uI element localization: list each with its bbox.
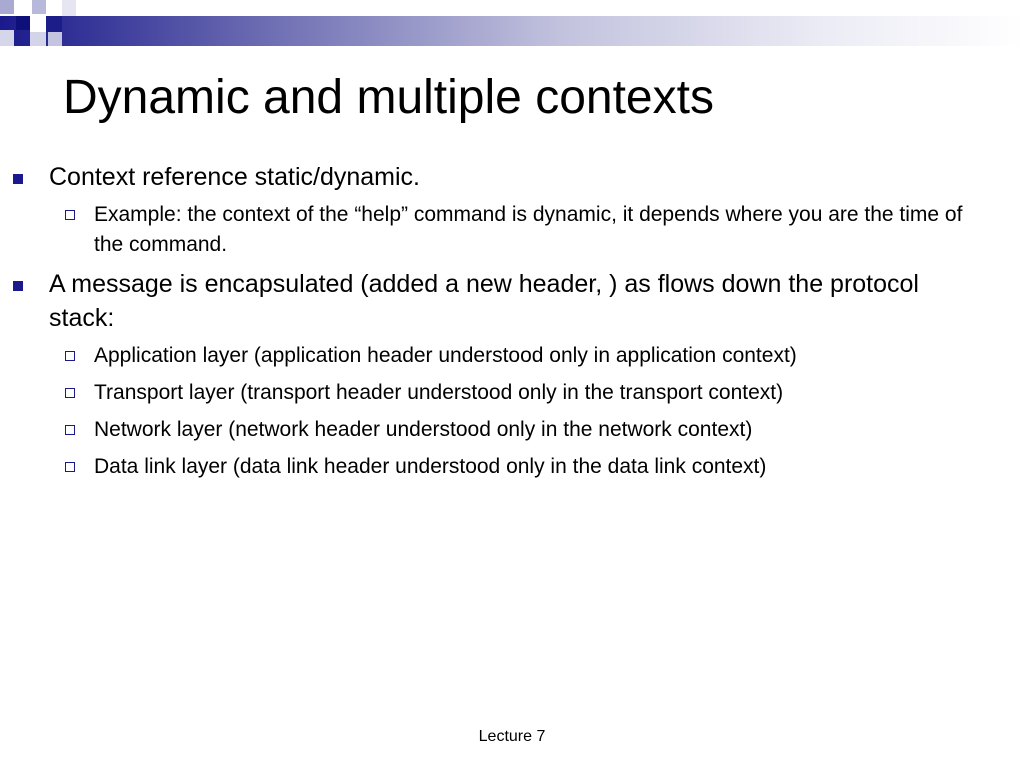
decor-square bbox=[0, 0, 14, 14]
decor-square bbox=[16, 16, 30, 30]
sub-bullet-text: Network layer (network header understood only in the network context) bbox=[94, 418, 753, 441]
hollow-square-bullet-icon bbox=[65, 210, 75, 220]
decor-square bbox=[46, 16, 62, 32]
sub-bullet-item bbox=[0, 378, 1024, 408]
hollow-square-bullet-icon bbox=[65, 351, 75, 361]
square-bullet-icon bbox=[13, 281, 23, 291]
decor-square bbox=[32, 0, 46, 14]
header-gradient-band bbox=[0, 16, 1024, 46]
sub-bullet-text: Transport layer (transport header understood only in the transport context) bbox=[94, 381, 784, 404]
slide-footer: Lecture 7 bbox=[478, 728, 546, 745]
sub-bullet-item bbox=[0, 200, 1024, 260]
decor-square bbox=[48, 32, 62, 46]
decor-square bbox=[30, 32, 46, 46]
hollow-square-bullet-icon bbox=[65, 425, 75, 435]
bullet-text: A message is encapsulated (added a new header, ) as flows down the protocol stack: bbox=[49, 270, 919, 332]
slide-title: Dynamic and multiple contexts bbox=[63, 71, 714, 124]
sub-bullet-text: Example: the context of the “help” command is dynamic, it depends where you are the time of the command. bbox=[94, 203, 963, 256]
sub-bullet-item bbox=[0, 415, 1024, 445]
sub-bullet-item bbox=[0, 341, 1024, 371]
hollow-square-bullet-icon bbox=[65, 462, 75, 472]
bullet-text: Context reference static/dynamic. bbox=[49, 163, 420, 191]
decor-square bbox=[62, 0, 76, 16]
hollow-square-bullet-icon bbox=[65, 388, 75, 398]
square-bullet-icon bbox=[13, 174, 23, 184]
decor-square bbox=[0, 30, 14, 46]
bullet-item bbox=[0, 267, 1024, 335]
sub-bullet-item bbox=[0, 452, 1024, 482]
bullet-item bbox=[0, 160, 1024, 194]
sub-bullet-text: Data link layer (data link header understood only in the data link context) bbox=[94, 455, 767, 478]
slide-body bbox=[0, 160, 1024, 489]
sub-bullet-text: Application layer (application header understood only in application context) bbox=[94, 344, 797, 367]
